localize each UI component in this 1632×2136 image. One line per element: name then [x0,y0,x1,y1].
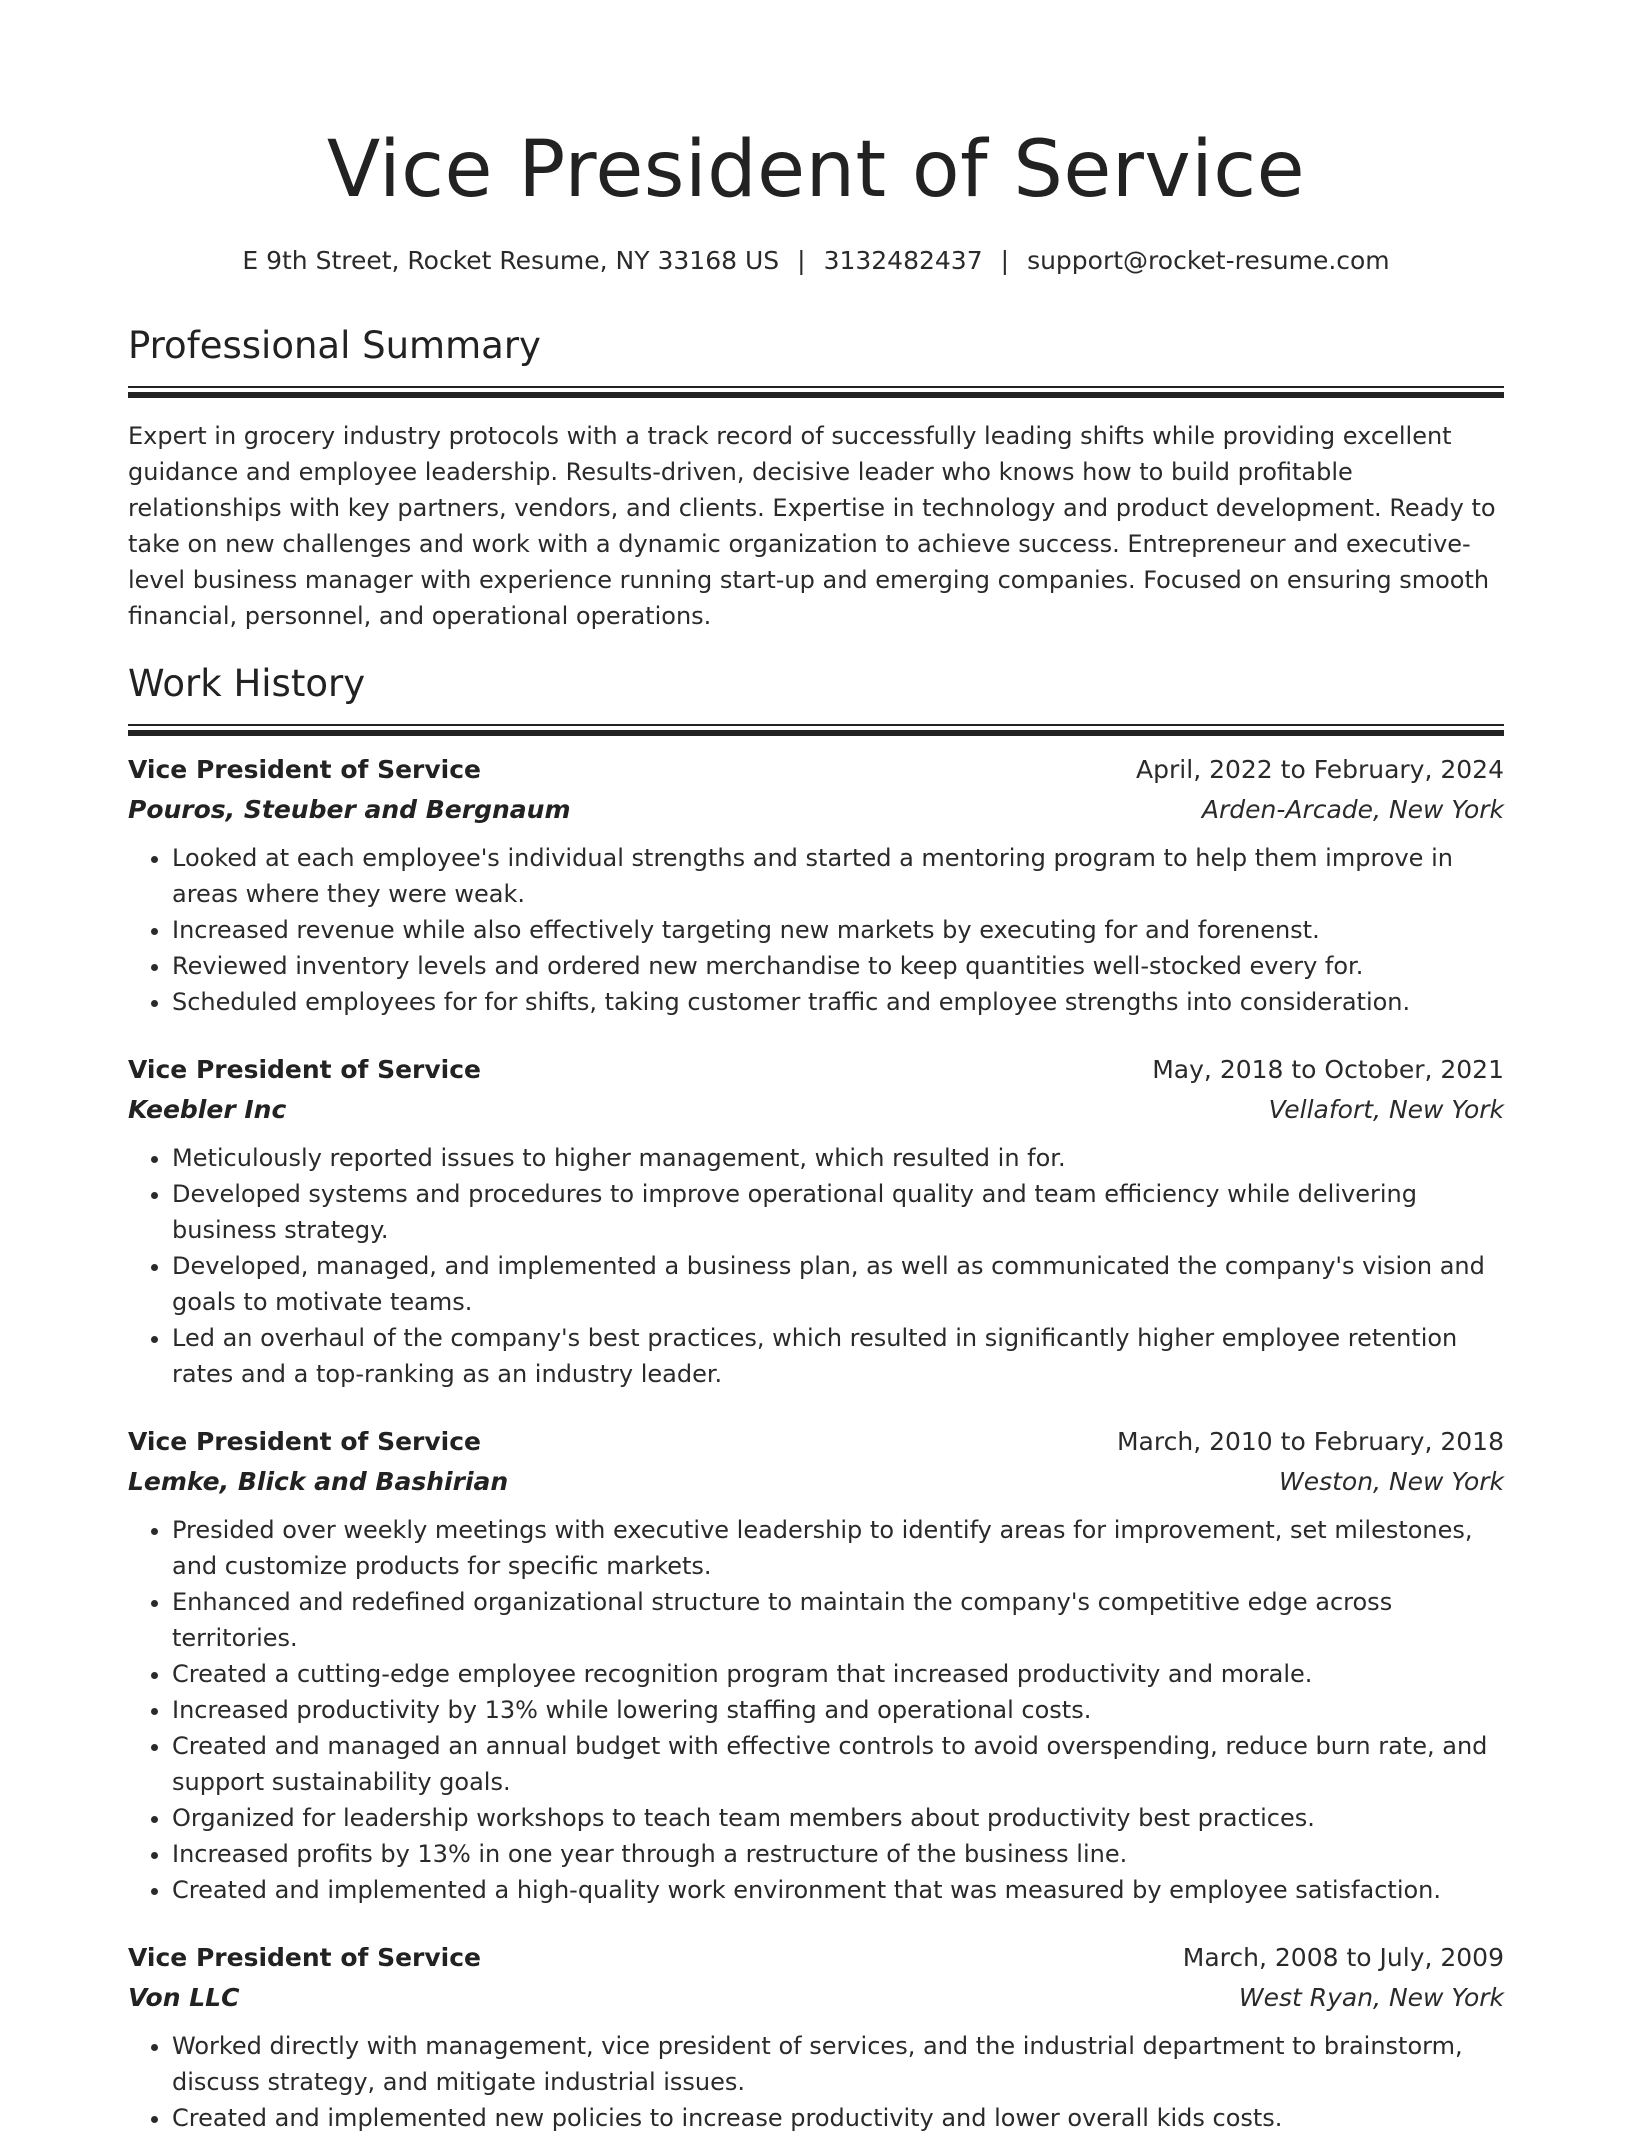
contact-line [128,244,1504,278]
contact-email: support@rocket-resume.com [1027,246,1390,275]
section-title-work-history: Work History [128,662,366,705]
job-location: Weston, New York [1278,1467,1504,1496]
list-item: • Reviewed inventory levels and ordered new merchandise to keep quantities well-stocked every for. [172,948,1504,984]
job-dates: March, 2008 to July, 2009 [1182,1943,1504,1972]
job-bullets [128,840,1504,1020]
contact-address: E 9th Street, Rocket Resume, NY 33168 US [242,246,780,275]
job-title: Vice President of Service [128,1427,482,1456]
job-title: Vice President of Service [128,1943,482,1972]
list-item: • Created a cutting-edge employee recognition program that increased productivity and morale. [172,1656,1504,1692]
contact-separator: | [1000,246,1010,275]
job-company-row [128,1978,1504,2018]
job-entry [128,750,1504,1020]
job-company: Lemke, Blick and Bashirian [128,1467,509,1496]
job-bullets [128,2028,1504,2136]
job-location: Arden-Arcade, New York [1201,795,1504,824]
contact-separator: | [797,246,806,275]
job-header-row [128,1050,1504,1090]
list-item: • Led an overhaul of the company's best practices, which resulted in significantly higher employee retention rates and a top-ranking as an industry leader. [172,1320,1504,1392]
job-title: Vice President of Service [128,1055,482,1084]
job-header-row [128,1938,1504,1978]
section-divider [128,724,1504,736]
list-item: • Created and implemented new policies to increase productivity and lower overall kids costs. [172,2100,1504,2136]
job-company: Keebler Inc [128,1095,287,1124]
job-entry [128,1050,1504,1392]
job-dates: April, 2022 to February, 2024 [1136,755,1504,784]
list-item: • Developed, managed, and implemented a business plan, as well as communicated the company's vision and goals to motivate teams. [172,1248,1504,1320]
list-item: • Worked directly with management, vice president of services, and the industrial department to brainstorm, discuss strategy, and mitigate industrial issues. [172,2028,1504,2100]
list-item: • Increased productivity by 13% while lowering staffing and operational costs. [172,1692,1504,1728]
list-item: • Scheduled employees for for shifts, taking customer traffic and employee strengths into consideration. [172,984,1504,1020]
job-dates: May, 2018 to October, 2021 [1152,1055,1504,1084]
job-company-row [128,1090,1504,1130]
job-header-row [128,750,1504,790]
job-title: Vice President of Service [128,755,482,784]
job-location: West Ryan, New York [1238,1983,1504,2012]
list-item: • Increased profits by 13% in one year through a restructure of the business line. [172,1836,1504,1872]
job-company: Von LLC [128,1983,240,2012]
list-item: • Created and implemented a high-quality work environment that was measured by employee satisfaction. [172,1872,1504,1908]
section-title-summary: Professional Summary [128,324,541,367]
list-item: • Created and managed an annual budget with effective controls to avoid overspending, reduce burn rate, and support sustainability goals. [172,1728,1504,1800]
job-entry [128,1938,1504,2136]
list-item: • Organized for leadership workshops to teach team members about productivity best practices. [172,1800,1504,1836]
work-history-section [128,660,1504,2136]
summary-section [128,322,1504,634]
summary-text: Expert in grocery industry protocols with a track record of successfully leading shifts while providing excellent guidance and employee leadership. Results-driven, decisive leader who knows how to build profitable relationships with key partners, vendors, and clients. Expertise in technology and product development. Ready to take on new challenges and work with a dynamic organization to achieve success. Entrepreneur and executive-level business manager with experience running start-up and emerging companies. Focused on ensuring smooth financial, personnel, and operational operations. [128,422,1496,630]
list-item: • Developed systems and procedures to improve operational quality and team efficiency while delivering business strategy. [172,1176,1504,1248]
job-entry [128,1422,1504,1908]
job-company-row [128,790,1504,830]
job-company-row [128,1462,1504,1502]
resume-name: Vice President of Service [326,125,1306,215]
job-bullets [128,1140,1504,1392]
job-list [128,750,1504,2136]
job-header-row [128,1422,1504,1462]
list-item: • Presided over weekly meetings with executive leadership to identify areas for improvement, set milestones, and customize products for specific markets. [172,1512,1504,1584]
list-item: • Increased revenue while also effectively targeting new markets by executing for and forenenst. [172,912,1504,948]
section-divider [128,386,1504,398]
job-location: Vellafort, New York [1268,1095,1504,1124]
job-dates: March, 2010 to February, 2018 [1116,1427,1504,1456]
job-bullets [128,1512,1504,1908]
list-item: • Meticulously reported issues to higher management, which resulted in for. [172,1140,1504,1176]
list-item: • Enhanced and redefined organizational structure to maintain the company's competitive edge across territories. [172,1584,1504,1656]
contact-phone: 3132482437 [823,246,983,275]
job-company: Pouros, Steuber and Bergnaum [128,795,571,824]
list-item: • Looked at each employee's individual strengths and started a mentoring program to help them improve in areas where they were weak. [172,840,1504,912]
